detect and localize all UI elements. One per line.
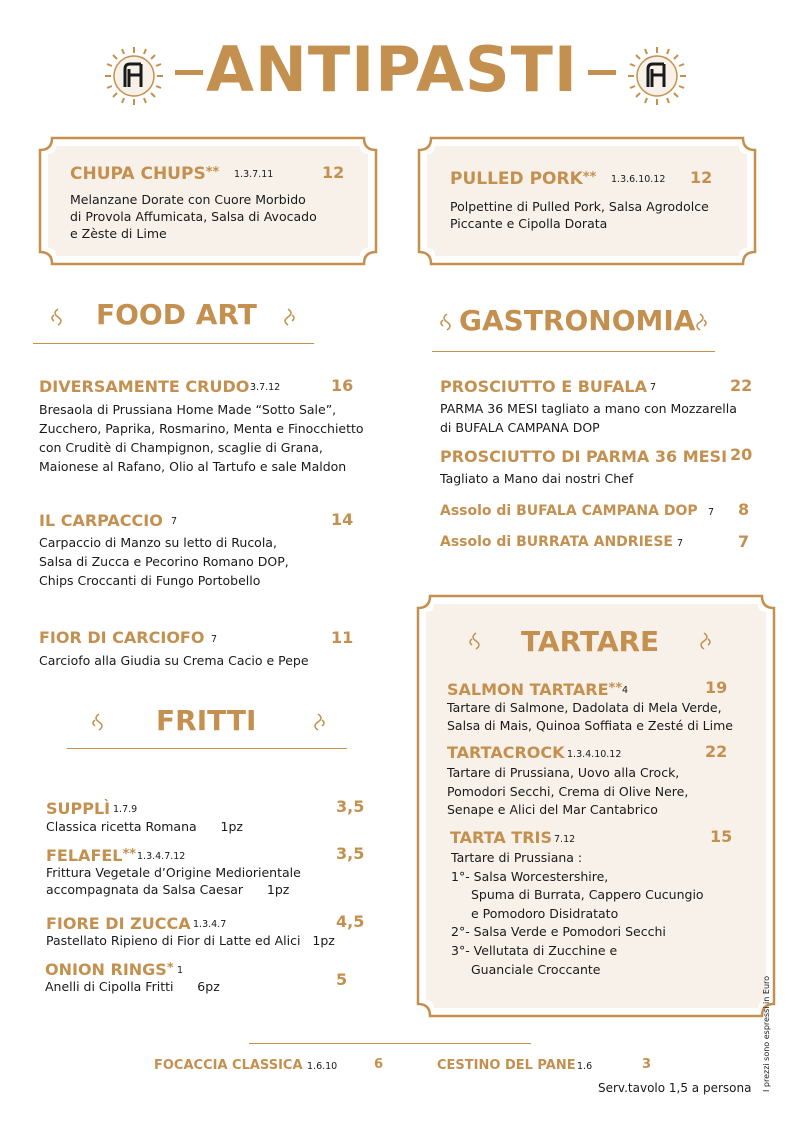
swirl-ornament-icon <box>694 312 710 334</box>
dish-description-line: 3°- Vellutata di Zucchine e <box>451 943 618 958</box>
allergens: 7 <box>171 516 178 527</box>
price: 7 <box>738 532 750 551</box>
dish-title: ONION RINGS* <box>45 960 174 979</box>
dish-description-line: Tagliato a Mano dai nostri Chef <box>440 471 634 486</box>
dish-description-line: Carpaccio di Manzo su letto di Rucola, <box>39 535 277 550</box>
allergens: 1.6 <box>577 1061 593 1072</box>
dish-description-line: di BUFALA CAMPANA DOP <box>440 420 600 435</box>
dish-description-line: Spuma di Burrata, Cappero Cucungio <box>471 887 704 902</box>
dish-description-line: Tartare di Prussiana : <box>451 850 583 865</box>
swirl-ornament-icon <box>698 631 714 653</box>
price-currency-note: I prezzi sono espressi in Euro <box>762 975 771 1092</box>
dish-title: FIOR DI CARCIOFO <box>39 628 205 647</box>
allergens: 3.7.12 <box>250 382 281 393</box>
section-title-fritti: FRITTI <box>156 704 257 737</box>
dish-title: Assolo di BURRATA ANDRIESE <box>440 534 673 550</box>
dish-description-line: Zucchero, Paprika, Rosmarino, Menta e Finocchietto <box>39 421 364 436</box>
allergens: 7 <box>211 634 218 645</box>
dish-description-line: Anelli di Cipolla Fritti 6pz <box>45 979 220 994</box>
footer-divider <box>249 1043 531 1044</box>
dish-description-line: Guanciale Croccante <box>471 962 601 977</box>
section-divider <box>33 343 314 344</box>
allergens: 7 <box>677 538 684 549</box>
dish-description-line: Polpettine di Pulled Pork, Salsa Agrodolce <box>450 199 709 214</box>
dish-description-line: PARMA 36 MESI tagliato a mano con Mozzarella <box>440 401 737 416</box>
dish-description-line: Tartare di Salmone, Dadolata di Mela Verde, <box>447 700 722 715</box>
dish-description-line: Frittura Vegetale d’Origine Mediorientale <box>46 865 301 880</box>
footer-item-title: CESTINO DEL PANE <box>437 1058 576 1073</box>
swirl-ornament-icon <box>466 631 482 653</box>
price: 4,5 <box>336 912 365 931</box>
price: 12 <box>690 168 713 187</box>
price: 8 <box>738 500 750 519</box>
section-title-food-art: FOOD ART <box>96 298 257 331</box>
dish-title: DIVERSAMENTE CRUDO <box>39 377 250 396</box>
swirl-ornament-icon <box>89 712 105 734</box>
dish-title: SUPPLÌ <box>46 799 111 818</box>
dish-description-line: e Zèste di Lime <box>70 226 167 241</box>
price: 20 <box>730 445 753 464</box>
allergens: 1.3.4.10.12 <box>567 749 622 760</box>
swirl-ornament-icon <box>437 312 453 334</box>
dish-description-line: Melanzane Dorate con Cuore Morbido <box>70 192 306 207</box>
price: 3,5 <box>336 844 365 863</box>
allergens: 7.12 <box>554 834 576 845</box>
dish-description-line: Pastellato Ripieno di Fior di Latte ed Alici 1pz <box>46 933 335 948</box>
allergens: 1.3.6.10.12 <box>611 174 666 185</box>
dish-title: TARTACROCK <box>447 743 565 762</box>
dish-description-line: 1°- Salsa Worcestershire, <box>451 869 609 884</box>
dish-description-line: Bresaola di Prussiana Home Made “Sotto Sale”, <box>39 402 337 417</box>
swirl-ornament-icon <box>48 307 64 329</box>
dish-title: PROSCIUTTO E BUFALA <box>440 377 647 396</box>
dish-description-line: Senape e Alici del Mar Cantabrico <box>447 802 658 817</box>
allergens: 1.3.7.11 <box>234 169 274 180</box>
footer-item-title: FOCACCIA CLASSICA <box>154 1058 303 1073</box>
dish-description-line: Pomodori Secchi, Crema di Olive Nere, <box>447 784 689 799</box>
price: 15 <box>710 827 733 846</box>
price: 5 <box>336 970 348 989</box>
dish-title: CHUPA CHUPS** <box>70 164 220 184</box>
price: 14 <box>331 510 354 529</box>
section-divider <box>67 748 347 749</box>
dish-description-line: accompagnata da Salsa Caesar 1pz <box>46 882 290 897</box>
dish-title: SALMON TARTARE** <box>447 680 623 699</box>
dish-description-line: Chips Croccanti di Fungo Portobello <box>39 573 261 588</box>
dish-title: IL CARPACCIO <box>39 511 163 530</box>
allergens: 4 <box>622 685 629 696</box>
dish-title: PULLED PORK** <box>450 169 597 189</box>
dish-title: PROSCIUTTO DI PARMA 36 MESI <box>440 447 728 466</box>
allergens: 1.7.9 <box>113 804 138 815</box>
dish-title: TARTA TRIS <box>450 828 552 847</box>
dish-description-line: e Pomodoro Disidratato <box>471 906 619 921</box>
price: 6 <box>374 1057 384 1072</box>
swirl-ornament-icon <box>312 712 328 734</box>
title-dash-right <box>588 70 616 75</box>
dish-description-line: con Cruditè di Champignon, scaglie di Grana, <box>39 440 323 455</box>
dish-description-line: Carciofo alla Giudia su Crema Cacio e Pepe <box>39 653 309 668</box>
price: 12 <box>322 163 345 182</box>
left-emblem-icon <box>103 45 165 107</box>
dish-description-line: di Provola Affumicata, Salsa di Avocado <box>70 209 317 224</box>
right-emblem-icon <box>626 45 688 107</box>
dish-description-line: 2°- Salsa Verde e Pomodori Secchi <box>451 924 666 939</box>
section-title-gastronomia: GASTRONOMIA <box>459 304 696 337</box>
dish-title: FELAFEL** <box>46 846 137 865</box>
dish-description-line: Salsa di Zucca e Pecorino Romano DOP, <box>39 554 289 569</box>
swirl-ornament-icon <box>282 307 298 329</box>
dish-description-line: Salsa di Mais, Quinoa Soffiata e Zesté di Lime <box>447 718 733 733</box>
dish-title: Assolo di BUFALA CAMPANA DOP <box>440 503 698 519</box>
service-charge-note: Serv.tavolo 1,5 a persona <box>598 1081 752 1095</box>
dish-description-line: Maionese al Rafano, Olio al Tartufo e sale Maldon <box>39 459 347 474</box>
section-title-tartare: TARTARE <box>521 625 660 658</box>
allergens: 1.6.10 <box>307 1061 338 1072</box>
dish-description-line: Classica ricetta Romana 1pz <box>46 819 243 834</box>
allergens: 1.3.4.7 <box>193 919 227 930</box>
dish-title: FIORE DI ZUCCA <box>46 914 191 933</box>
price: 3,5 <box>336 797 365 816</box>
allergens: 7 <box>708 507 715 518</box>
allergens: 1.3.4.7.12 <box>137 851 186 862</box>
page-title: ANTIPASTI <box>206 33 578 106</box>
price: 22 <box>730 376 753 395</box>
price: 3 <box>642 1057 652 1072</box>
dish-description-line: Tartare di Prussiana, Uovo alla Crock, <box>447 765 680 780</box>
dish-description-line: Piccante e Cipolla Dorata <box>450 216 608 231</box>
section-divider <box>432 351 715 352</box>
price: 11 <box>331 628 354 647</box>
price: 16 <box>331 376 354 395</box>
allergens: 1 <box>177 965 184 976</box>
price: 22 <box>705 742 728 761</box>
allergens: 7 <box>650 382 657 393</box>
price: 19 <box>705 678 728 697</box>
title-dash-left <box>175 70 203 75</box>
